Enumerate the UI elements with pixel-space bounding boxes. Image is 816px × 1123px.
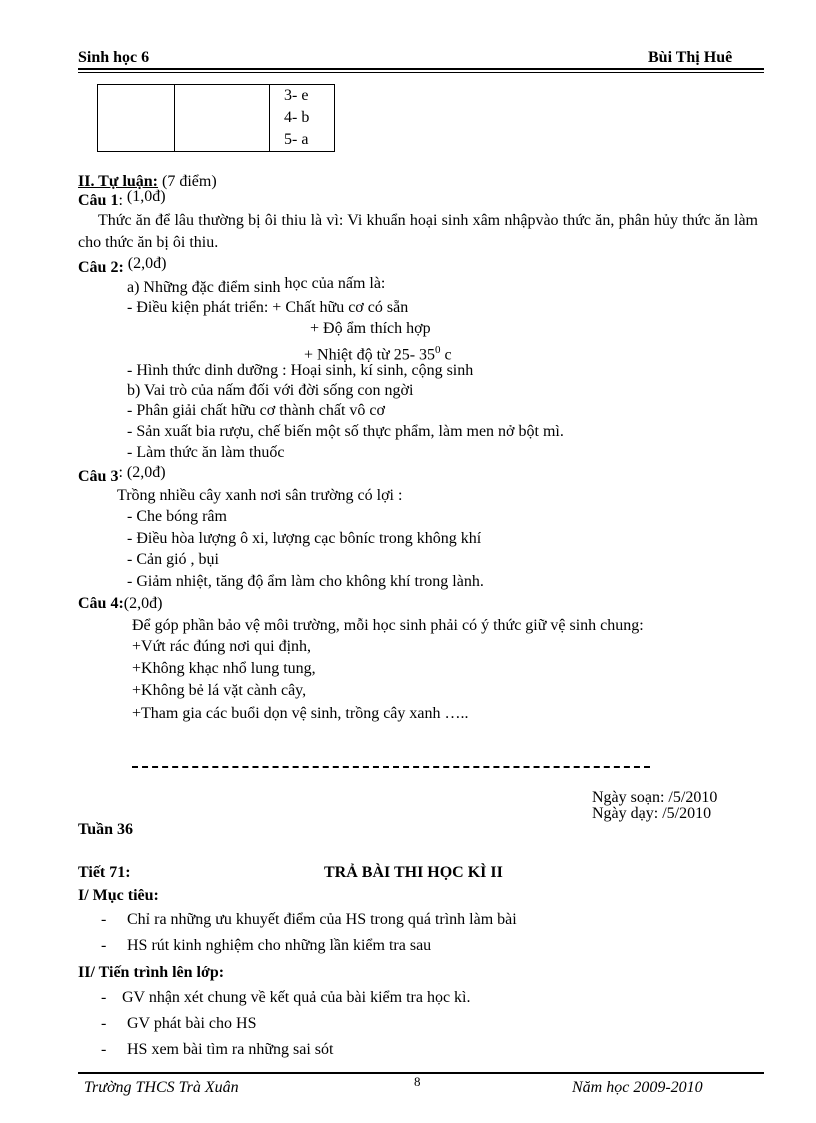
question-3-label: Câu 3	[78, 468, 119, 485]
question-1-points: (1,0đ)	[126, 188, 166, 205]
q2-line: - Điều kiện phát triển: + Chất hữu cơ có sẵn	[127, 299, 409, 316]
question-1-colon: :	[118, 192, 127, 209]
q2-line-a: a) Những đặc điểm sinh	[127, 279, 281, 296]
date-prepared: Ngày soạn: /5/2010	[592, 789, 718, 806]
q3-line: Trồng nhiều cây xanh nơi sân trường có lợi :	[117, 487, 403, 504]
footer-rule	[78, 1072, 764, 1074]
section-heading: II. Tự luận:	[78, 173, 159, 190]
objectives-title: I/ Mục tiêu:	[78, 887, 159, 904]
question-4-points: (2,0đ)	[123, 595, 163, 612]
table-cell-answers	[270, 85, 335, 152]
process-title: II/ Tiến trình lên lớp:	[78, 964, 225, 981]
question-4-heading	[78, 594, 162, 614]
question-2-points: (2,0đ)	[127, 255, 167, 272]
q4-line: +Vứt rác đúng nơi qui định,	[132, 638, 312, 655]
process-item	[101, 1040, 106, 1060]
q3-line: - Che bóng râm	[127, 508, 227, 525]
question-2-label: Câu 2:	[78, 259, 124, 276]
question-1-heading	[78, 188, 166, 211]
process-item	[101, 988, 106, 1008]
page-number: 8	[414, 1074, 421, 1089]
q2-line: - Sản xuất bia rượu, chế biến một số thực phẩm, làm men nở bột mì.	[127, 423, 564, 440]
objective-item	[101, 910, 106, 930]
section-separator	[132, 766, 650, 768]
week-label: Tuần 36	[78, 821, 133, 838]
footer-year: Năm học 2009-2010	[572, 1079, 703, 1096]
answer-item: 3- e	[284, 87, 309, 104]
header-rule-thin	[78, 72, 764, 73]
question-3-heading	[78, 464, 166, 487]
answer-item: 5- a	[284, 131, 309, 148]
q4-line: +Không khạc nhổ lung tung,	[132, 660, 316, 677]
lesson-title: TRẢ BÀI THI HỌC KÌ II	[324, 864, 503, 881]
section-points: (7 điểm)	[158, 173, 217, 190]
q2-line: - Phân giải chất hữu cơ thành chất vô cơ	[127, 402, 385, 419]
date-taught: Ngày dạy: /5/2010	[592, 805, 712, 822]
q2-line: - Hình thức dinh dưỡng : Hoại sinh, kí sinh, cộng sinh	[127, 362, 474, 379]
process-text: GV phát bài cho HS	[127, 1015, 257, 1032]
table-cell-empty	[175, 85, 270, 152]
q3-line: - Giảm nhiệt, tăng độ ẩm làm cho không khí trong lành.	[127, 573, 484, 590]
q4-line: +Tham gia các buổi dọn vệ sinh, trồng cây xanh …..	[132, 705, 469, 722]
process-item	[101, 1014, 106, 1034]
question-1-label: Câu 1	[78, 192, 119, 209]
header-rule	[78, 68, 764, 70]
q2-line: + Độ ẩm thích hợp	[310, 320, 431, 337]
q2-temp-degree: 0	[435, 344, 441, 356]
question-2-heading	[78, 255, 167, 278]
q2-temp-unit: c	[440, 346, 452, 364]
objective-text: HS rút kinh nghiệm cho những lần kiểm tra sau	[127, 937, 432, 954]
q3-line: - Điều hòa lượng ô xi, lượng cạc bôníc trong không khí	[127, 530, 482, 547]
bullet: -	[101, 989, 107, 1006]
header-subject: Sinh học 6	[78, 49, 150, 66]
q4-line: +Không bẻ lá vặt cành cây,	[132, 682, 307, 699]
process-text: GV nhận xét chung về kết quả của bài kiểm tra học kì.	[122, 989, 471, 1006]
bullet: -	[101, 1015, 107, 1032]
bullet: -	[101, 911, 107, 928]
question-4-label: Câu 4:	[78, 595, 124, 612]
bullet: -	[101, 1041, 107, 1058]
question-3-points: : (2,0đ)	[118, 464, 166, 481]
lesson-period: Tiết 71:	[78, 864, 131, 881]
q2-line: b) Vai trò của nấm đối với đời sống con ngời	[127, 382, 414, 399]
q2-line	[127, 275, 386, 298]
q2-temp: + Nhiệt độ từ 25- 35	[304, 346, 436, 364]
table-cell-empty	[98, 85, 175, 152]
footer-school: Trường THCS Trà Xuân	[84, 1079, 239, 1096]
answer-table	[97, 84, 335, 152]
process-text: HS xem bài tìm ra những sai sót	[127, 1041, 334, 1058]
q4-line: Để góp phần bảo vệ môi trường, mỗi học sinh phải có ý thức giữ vệ sinh chung:	[132, 617, 644, 634]
bullet: -	[101, 937, 107, 954]
question-1-answer: Thức ăn để lâu thường bị ôi thiu là vì: Vi khuẩn hoại sinh xâm nhậpvào thức ăn, phân hủy thức ăn làm cho thức ăn bị ôi thiu.	[78, 212, 758, 251]
objective-item	[101, 936, 106, 956]
q2-line: - Làm thức ăn làm thuốc	[127, 444, 285, 461]
objective-text: Chỉ ra những ưu khuyết điểm của HS trong quá trình làm bài	[127, 911, 517, 928]
header-author: Bùi Thị Huê	[648, 49, 733, 66]
answer-item: 4- b	[284, 109, 310, 126]
q3-line: - Cản gió , bụi	[127, 551, 219, 568]
q2-line-a-cont: học của nấm là:	[284, 275, 386, 292]
